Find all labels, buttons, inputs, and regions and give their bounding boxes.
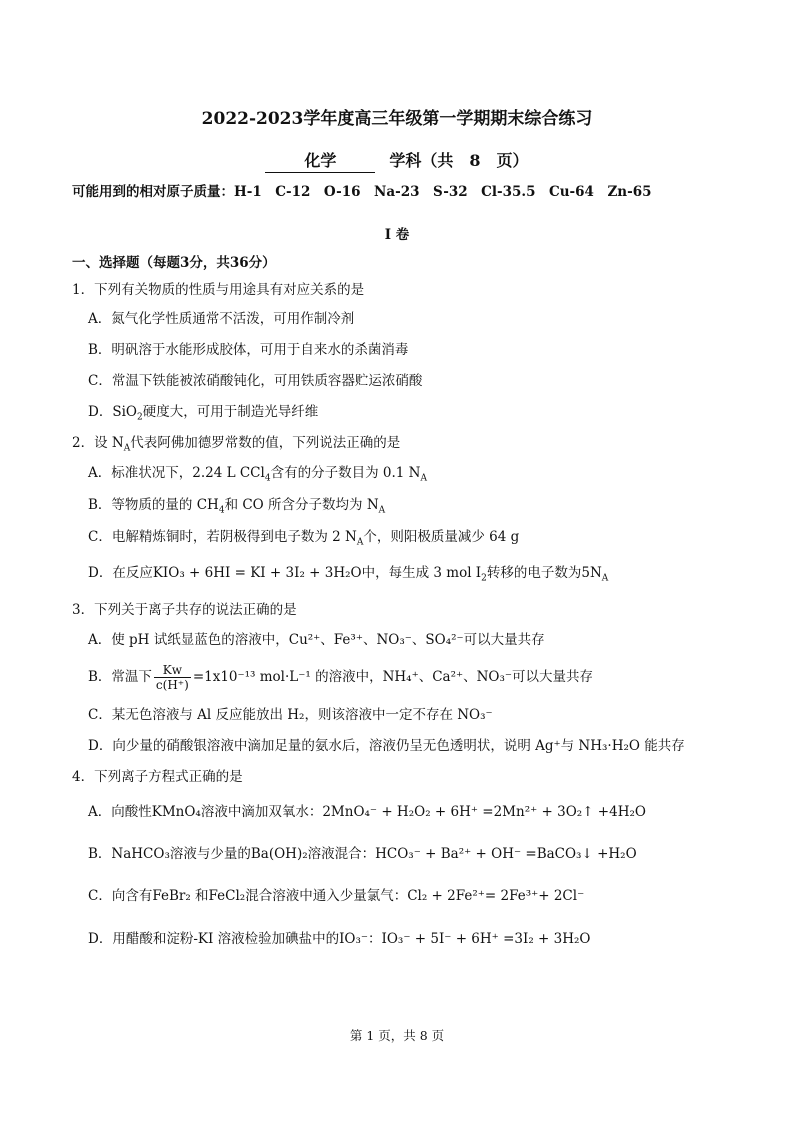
question-3-stem: 3．下列关于离子共存的说法正确的是 bbox=[72, 602, 297, 618]
exam-title: 2022-2023学年度高三年级第一学期期末综合练习 bbox=[201, 109, 593, 129]
question-4-option-d: D．用醋酸和淀粉-KI 溶液检验加碘盐中的IO₃⁻：IO₃⁻ + 5I⁻ + 6H⁺ =3I₂ + 3H₂O bbox=[88, 931, 591, 947]
subject-name: 化学 bbox=[265, 150, 375, 173]
question-4-stem: 4．下列离子方程式正确的是 bbox=[72, 769, 243, 785]
kw-fraction: $\frac{Kw}{c(H^+)}$ bbox=[155, 663, 189, 692]
question-2-option-b: B．等物质的量的 $CH_4$和 CO 所含分子数均为 $N_A$ bbox=[88, 497, 386, 516]
question-4-option-c: C．向含有FeBr₂ 和FeCl₂混合溶液中通入少量氯气：Cl₂ + 2Fe²⁺= 2Fe³⁺+ 2Cl⁻ bbox=[88, 888, 585, 904]
question-4-option-a: A．向酸性KMnO₄溶液中滴加双氧水：2MnO₄⁻ + H₂O₂ + 6H⁺ =2Mn²⁺ + 3O₂↑ +4H₂O bbox=[88, 804, 646, 820]
subject-line bbox=[0, 150, 794, 173]
question-3-option-a: A．使 pH 试纸显蓝色的溶液中，Cu²⁺、Fe³⁺、NO₃⁻、SO₄²⁻可以大量共存 bbox=[88, 632, 545, 648]
question-2-option-c: C．电解精炼铜时，若阴极得到电子数为 2 $N_A$个，则阳极质量减少 64 g bbox=[88, 529, 520, 548]
question-3-option-c: C．某无色溶液与 Al 反应能放出 H₂，则该溶液中一定不存在 NO₃⁻ bbox=[88, 707, 493, 723]
reaction-equation: KIO₃ + 6HI = KI + 3I₂ + 3H₂O bbox=[152, 565, 362, 581]
volume-heading: I 卷 bbox=[384, 227, 410, 243]
question-1-option-c: C．常温下铁能被浓硝酸钝化，可用铁质容器贮运浓硝酸 bbox=[88, 373, 423, 389]
question-1-option-b: B．明矾溶于水能形成胶体，可用于自来水的杀菌消毒 bbox=[88, 342, 409, 358]
question-2-option-a: A．标准状况下，2.24 L CCl$_4$含有的分子数目为 0.1 $N_A$ bbox=[88, 465, 427, 484]
section-heading: 一、选择题（每题3分，共36分） bbox=[72, 255, 276, 271]
question-2-option-d: D．在反应KIO₃ + 6HI = KI + 3I₂ + 3H₂O中，每生成 3 mol $I_2$转移的电子数为$5N_A$ bbox=[88, 565, 609, 584]
page-footer: 第 1 页，共 8 页 bbox=[349, 1028, 445, 1043]
question-1-option-d: D．SiO$_2$硬度大，可用于制造光导纤维 bbox=[88, 404, 319, 423]
question-1-stem: 1．下列有关物质的性质与用途具有对应关系的是 bbox=[72, 282, 365, 298]
subject-page-count: 学科（共 8 页） bbox=[389, 151, 529, 170]
question-3-option-d: D．向少量的硝酸银溶液中滴加足量的氨水后，溶液仍呈无色透明状，说明 Ag⁺与 NH₃·H₂O 能共存 bbox=[88, 738, 685, 754]
question-2-stem: 2．设 $N_A$代表阿佛加德罗常数的值，下列说法正确的是 bbox=[72, 435, 401, 454]
question-3-option-b: B．常温下 $\frac{Kw}{c(H^+)}$ =1x10⁻¹³ mol·L⁻¹ 的溶液中，NH₄⁺、Ca²⁺、NO₃⁻可以大量共存 bbox=[88, 663, 594, 692]
question-4-option-b: B．NaHCO₃溶液与少量的Ba(OH)₂溶液混合：HCO₃⁻ + Ba²⁺ + OH⁻ =BaCO₃↓ +H₂O bbox=[88, 846, 637, 862]
atomic-masses: 可能用到的相对原子质量：H-1 C-12 O-16 Na-23 S-32 Cl-35.5 Cu-64 Zn-65 bbox=[72, 184, 652, 200]
question-1-option-a: A．氮气化学性质通常不活泼，可用作制冷剂 bbox=[88, 311, 355, 327]
